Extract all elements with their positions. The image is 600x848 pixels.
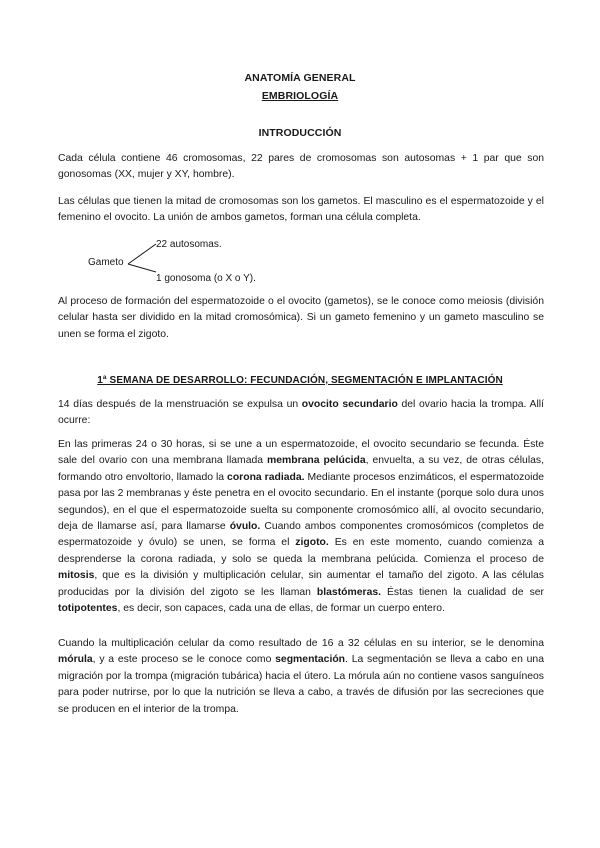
week1-paragraph-3: [58, 636, 544, 718]
intro-paragraph-2: Las células que tienen la mitad de cromosomas son los gametos. El masculino es el espermatozoide y el femenino el ovocito. La unión de ambos gametos, forman una célula completa.: [58, 196, 544, 224]
text-run: Es en este momento, cuando comienza a desprenderse la corona radiada, y solo se queda la membrana pelúcida. Comienza el proceso de: [58, 537, 544, 565]
week1-heading: 1ª SEMANA DE DESARROLLO: FECUNDACIÓN, SEGMENTACIÓN E IMPLANTACIÓN: [97, 375, 503, 386]
intro-paragraph-3: Al proceso de formación del espermatozoide o el ovocito (gametos), se le conoce como meiosis (división celular hasta ser dividido en la mitad cromosómica). Si un gameto femenino y un gameto masculino se unen se forma el zigoto.: [58, 296, 544, 340]
intro-paragraph-1: Cada célula contiene 46 cromosomas, 22 pares de cromosomas son autosomas + 1 par que son gonosomas (XX, mujer y XY, hombre).: [58, 153, 544, 181]
text-run: , es decir, son capaces, cada una de ellas, de formar un cuerpo entero.: [117, 603, 445, 615]
text-run: 14 días después de la menstruación se expulsa un: [58, 399, 302, 410]
text-run: , y a este proceso se le conoce como: [92, 654, 276, 666]
diagram-root-label: Gameto: [88, 257, 124, 268]
text-run: , que es la división y multiplicación celular, sin aumentar el tamaño del zigoto. A las células producidas por la división del zigoto se les llaman: [58, 570, 544, 598]
intro-heading: INTRODUCCIÓN: [258, 127, 342, 139]
text-run: Éstas tienen la cualidad de ser: [381, 586, 545, 598]
bold-term: totipotentes: [58, 603, 118, 615]
text-run: En las primeras 24 o 30 horas, si se une a un espermatozoide, el ovocito secundario se fecunda. Éste sale del ovario con una membrana llamada: [58, 439, 544, 467]
document-subtitle: EMBRIOLOGÍA: [261, 90, 339, 102]
bold-term: blastómeras.: [316, 586, 382, 598]
text-run: , envuelta, a su vez, de otras células, formando otro envoltorio, llamado la: [58, 455, 545, 483]
bold-term: corona radiada.: [227, 471, 305, 483]
diagram-lower-label: 1 gonosoma (o X o Y).: [156, 273, 256, 284]
text-run: Cuando la multiplicación celular da como resultado de 16 a 32 células en su interior, se le denomina: [58, 638, 544, 649]
text-run: Cuando ambos componentes cromosómicos (completos de espermatozoide y óvulo) se unen, se forma el: [58, 521, 544, 549]
bold-term: ovocito secundario: [301, 399, 398, 410]
bold-term: membrana pelúcida: [266, 455, 366, 467]
diagram-branch-lines: [126, 240, 160, 276]
bold-term: mitosis: [58, 570, 95, 582]
diagram-upper-label: 22 autosomas.: [156, 239, 222, 250]
week1-paragraph-2: [58, 437, 544, 617]
bold-term: zigoto.: [295, 537, 329, 549]
bold-term: segmentación: [275, 654, 346, 666]
bold-term: óvulo.: [229, 521, 261, 533]
week1-paragraph-1: [58, 397, 544, 430]
document-title: ANATOMÍA GENERAL: [244, 72, 356, 84]
text-run: . La segmentación se lleva a cabo en una migración por la trompa (migración tubárica) hacia el útero. La mórula aún no contiene vasos sanguíneos para poder nutrirse, por lo que la nutrición se lleva a cabo, a través de difusión por las secreciones que se producen en el interior de la trompa.: [58, 654, 544, 715]
text-run: Mediante procesos enzimáticos, el espermatozoide pasa por las 2 membranas y éste penetra en el ovocito secundario. En el instante (porque solo dura unos segundos), en el que el espermatozoide suelta su componente cromosómico allí, al ovocito secundario, deja de llamarse así, para llamarse: [58, 471, 545, 533]
bold-term: mórula: [58, 654, 93, 666]
text-run: del ovario hacia la trompa. Allí ocurre:: [58, 399, 544, 427]
